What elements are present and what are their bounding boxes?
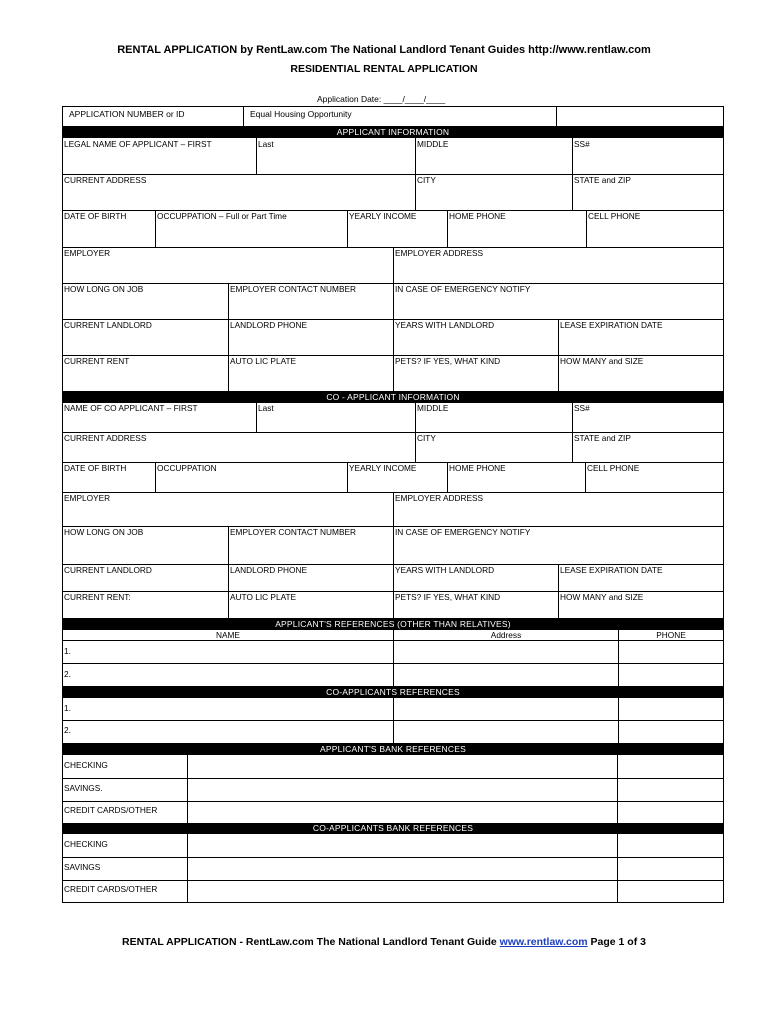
bank-savings-label: SAVINGS.: [64, 783, 103, 793]
applicant-employer-field[interactable]: EMPLOYER: [64, 248, 111, 258]
coapplicant-references-bar: CO-APPLICANTS REFERENCES: [62, 687, 724, 698]
reference-1-name-field[interactable]: 1.: [64, 646, 71, 656]
co-bank-checking-label: CHECKING: [64, 839, 108, 849]
coapplicant-employer-row: [62, 492, 724, 527]
co-reference-1-address-field[interactable]: [393, 698, 618, 720]
coapplicant-how-long-field[interactable]: HOW LONG ON JOB: [64, 527, 144, 537]
coapplicant-employer-contact-field[interactable]: EMPLOYER CONTACT NUMBER: [228, 526, 393, 564]
co-reference-2-address-field[interactable]: [393, 720, 618, 743]
co-bank-checking-field[interactable]: [187, 834, 617, 857]
bank-credit-field[interactable]: [187, 801, 617, 823]
coapplicant-years-landlord-field[interactable]: YEARS WITH LANDLORD: [393, 564, 558, 591]
references-phone-column-header: PHONE: [618, 630, 723, 640]
coapplicant-job-row: [62, 526, 724, 565]
co-bank-savings-label: SAVINGS: [64, 862, 101, 872]
co-bank-checking-extra-field[interactable]: [617, 834, 723, 857]
coapplicant-landlord-phone-field[interactable]: LANDLORD PHONE: [228, 564, 393, 591]
coapplicant-middle-name-field[interactable]: MIDDLE: [415, 402, 572, 432]
coapplicant-city-field[interactable]: CITY: [415, 432, 572, 462]
bank-savings-field[interactable]: [187, 778, 617, 801]
bank-credit-extra-field[interactable]: [617, 801, 723, 823]
applicant-last-name-field[interactable]: Last: [256, 138, 415, 174]
co-bank-credit-field[interactable]: [187, 880, 617, 902]
coapplicant-lease-expiration-field[interactable]: LEASE EXPIRATION DATE: [558, 564, 723, 591]
co-bank-row: [62, 857, 724, 881]
coapplicant-ssn-field[interactable]: SS#: [572, 402, 723, 432]
coapplicant-address-row: [62, 432, 724, 463]
document-footer: [0, 936, 768, 948]
equal-housing-label: Equal Housing Opportunity: [243, 106, 557, 127]
coapplicant-current-rent-field[interactable]: CURRENT RENT:: [64, 592, 131, 602]
applicant-current-landlord-field[interactable]: CURRENT LANDLORD: [64, 320, 152, 330]
reference-2-name-field[interactable]: 2.: [64, 669, 71, 679]
co-bank-row: [62, 880, 724, 903]
application-number-field[interactable]: APPLICATION NUMBER or ID: [62, 106, 244, 127]
bank-credit-label: CREDIT CARDS/OTHER: [64, 805, 158, 815]
application-date-field[interactable]: Application Date: ____/____/____: [317, 94, 446, 104]
co-bank-row: [62, 834, 724, 858]
footer-page-number: Page 1 of 3: [590, 936, 646, 948]
applicant-bank-references-bar: APPLICANT'S BANK REFERENCES: [62, 744, 724, 755]
bank-row: [62, 755, 724, 779]
reference-1-address-field[interactable]: [393, 640, 618, 663]
coapplicant-employer-field[interactable]: EMPLOYER: [64, 493, 111, 503]
bank-checking-label: CHECKING: [64, 760, 108, 770]
coapplicant-pets-field[interactable]: PETS? IF YES, WHAT KIND: [393, 591, 558, 618]
document-title: RESIDENTIAL RENTAL APPLICATION: [290, 63, 478, 75]
applicant-employer-contact-field[interactable]: EMPLOYER CONTACT NUMBER: [228, 283, 393, 319]
co-reference-1-phone-field[interactable]: [618, 698, 723, 720]
applicant-employer-row: [62, 247, 724, 284]
reference-2-phone-field[interactable]: [618, 663, 723, 686]
coapplicant-personal-row: [62, 462, 724, 493]
coapplicant-occupation-field[interactable]: OCCUPPATION: [155, 462, 347, 492]
bank-savings-extra-field[interactable]: [617, 778, 723, 801]
applicant-cell-phone-field[interactable]: CELL PHONE: [586, 210, 723, 247]
applicant-current-rent-field[interactable]: CURRENT RENT: [64, 356, 130, 366]
applicant-job-row: [62, 283, 724, 320]
applicant-ssn-field[interactable]: SS#: [572, 138, 723, 174]
applicant-auto-plate-field[interactable]: AUTO LIC PLATE: [228, 355, 393, 391]
applicant-occupation-field[interactable]: OCCUPPATION – Full or Part Time: [155, 210, 347, 247]
applicant-state-zip-field[interactable]: STATE and ZIP: [572, 174, 723, 210]
coapplicant-employer-address-field[interactable]: EMPLOYER ADDRESS: [393, 492, 723, 526]
coapplicant-state-zip-field[interactable]: STATE and ZIP: [572, 432, 723, 462]
coapplicant-how-many-field[interactable]: HOW MANY and SIZE: [558, 591, 723, 618]
document-header: RENTAL APPLICATION by RentLaw.com The National Landlord Tenant Guides http://www.rentlaw.com: [117, 44, 651, 56]
coapplicant-cell-phone-field[interactable]: CELL PHONE: [585, 462, 723, 492]
coapplicant-current-landlord-field[interactable]: CURRENT LANDLORD: [64, 565, 152, 575]
applicant-yearly-income-field[interactable]: YEARLY INCOME: [347, 210, 447, 247]
applicant-references-bar: APPLICANT'S REFERENCES (OTHER THAN RELATIVES): [62, 619, 724, 630]
bank-row: [62, 778, 724, 802]
applicant-middle-name-field[interactable]: MIDDLE: [415, 138, 572, 174]
co-reference-row: [62, 720, 724, 744]
bank-row: [62, 801, 724, 824]
applicant-home-phone-field[interactable]: HOME PHONE: [447, 210, 586, 247]
references-address-column-header: Address: [393, 630, 618, 640]
applicant-name-row: [62, 138, 724, 175]
coapplicant-bank-references-bar: CO-APPLICANTS BANK REFERENCES: [62, 823, 724, 834]
applicant-landlord-phone-field[interactable]: LANDLORD PHONE: [228, 319, 393, 355]
applicant-city-field[interactable]: CITY: [415, 174, 572, 210]
coapplicant-dob-field[interactable]: DATE OF BIRTH: [64, 463, 127, 473]
applicant-personal-row: [62, 210, 724, 248]
applicant-information-bar: APPLICANT INFORMATION: [62, 127, 724, 138]
applicant-how-many-field[interactable]: HOW MANY and SIZE: [558, 355, 723, 391]
coapplicant-rent-row: [62, 591, 724, 619]
applicant-rent-row: [62, 355, 724, 392]
bank-checking-field[interactable]: [187, 755, 617, 778]
applicant-years-landlord-field[interactable]: YEARS WITH LANDLORD: [393, 319, 558, 355]
co-reference-2-phone-field[interactable]: [618, 720, 723, 743]
applicant-landlord-row: [62, 319, 724, 356]
applicant-current-address-field[interactable]: CURRENT ADDRESS: [64, 175, 147, 185]
co-bank-credit-extra-field[interactable]: [617, 880, 723, 902]
applicant-first-name-field[interactable]: LEGAL NAME OF APPLICANT – FIRST: [64, 139, 212, 149]
reference-1-phone-field[interactable]: [618, 640, 723, 663]
reference-2-address-field[interactable]: [393, 663, 618, 686]
co-reference-row: [62, 698, 724, 721]
coapplicant-current-address-field[interactable]: CURRENT ADDRESS: [64, 433, 147, 443]
applicant-lease-expiration-field[interactable]: LEASE EXPIRATION DATE: [558, 319, 723, 355]
co-reference-2-name-field[interactable]: 2.: [64, 725, 71, 735]
co-reference-1-name-field[interactable]: 1.: [64, 703, 71, 713]
coapplicant-yearly-income-field[interactable]: YEARLY INCOME: [347, 462, 447, 492]
coapplicant-first-name-field[interactable]: NAME OF CO APPLICANT – FIRST: [64, 403, 198, 413]
co-bank-savings-extra-field[interactable]: [617, 857, 723, 880]
coapplicant-name-row: [62, 402, 724, 433]
coapplicant-emergency-field[interactable]: IN CASE OF EMERGENCY NOTIFY: [393, 526, 723, 564]
reference-row: [62, 640, 724, 664]
coapplicant-home-phone-field[interactable]: HOME PHONE: [447, 462, 585, 492]
references-name-column-header: NAME: [216, 630, 240, 640]
applicant-employer-address-field[interactable]: EMPLOYER ADDRESS: [393, 247, 723, 283]
applicant-how-long-field[interactable]: HOW LONG ON JOB: [64, 284, 144, 294]
applicant-pets-field[interactable]: PETS? IF YES, WHAT KIND: [393, 355, 558, 391]
coapplicant-auto-plate-field[interactable]: AUTO LIC PLATE: [228, 591, 393, 618]
coapplicant-last-name-field[interactable]: Last: [256, 402, 415, 432]
co-bank-savings-field[interactable]: [187, 857, 617, 880]
applicant-emergency-field[interactable]: IN CASE OF EMERGENCY NOTIFY: [393, 283, 723, 319]
applicant-address-row: [62, 174, 724, 211]
applicant-dob-field[interactable]: DATE OF BIRTH: [64, 211, 127, 221]
reference-row: [62, 663, 724, 687]
coapplicant-landlord-row: [62, 564, 724, 592]
co-bank-credit-label: CREDIT CARDS/OTHER: [64, 884, 158, 894]
footer-link[interactable]: www.rentlaw.com: [499, 936, 588, 948]
bank-checking-extra-field[interactable]: [617, 755, 723, 778]
footer-text: RENTAL APPLICATION - RentLaw.com The National Landlord Tenant Guide: [122, 936, 497, 948]
application-number-value-field[interactable]: [556, 106, 724, 127]
coapplicant-information-bar: CO - APPLICANT INFORMATION: [62, 392, 724, 403]
